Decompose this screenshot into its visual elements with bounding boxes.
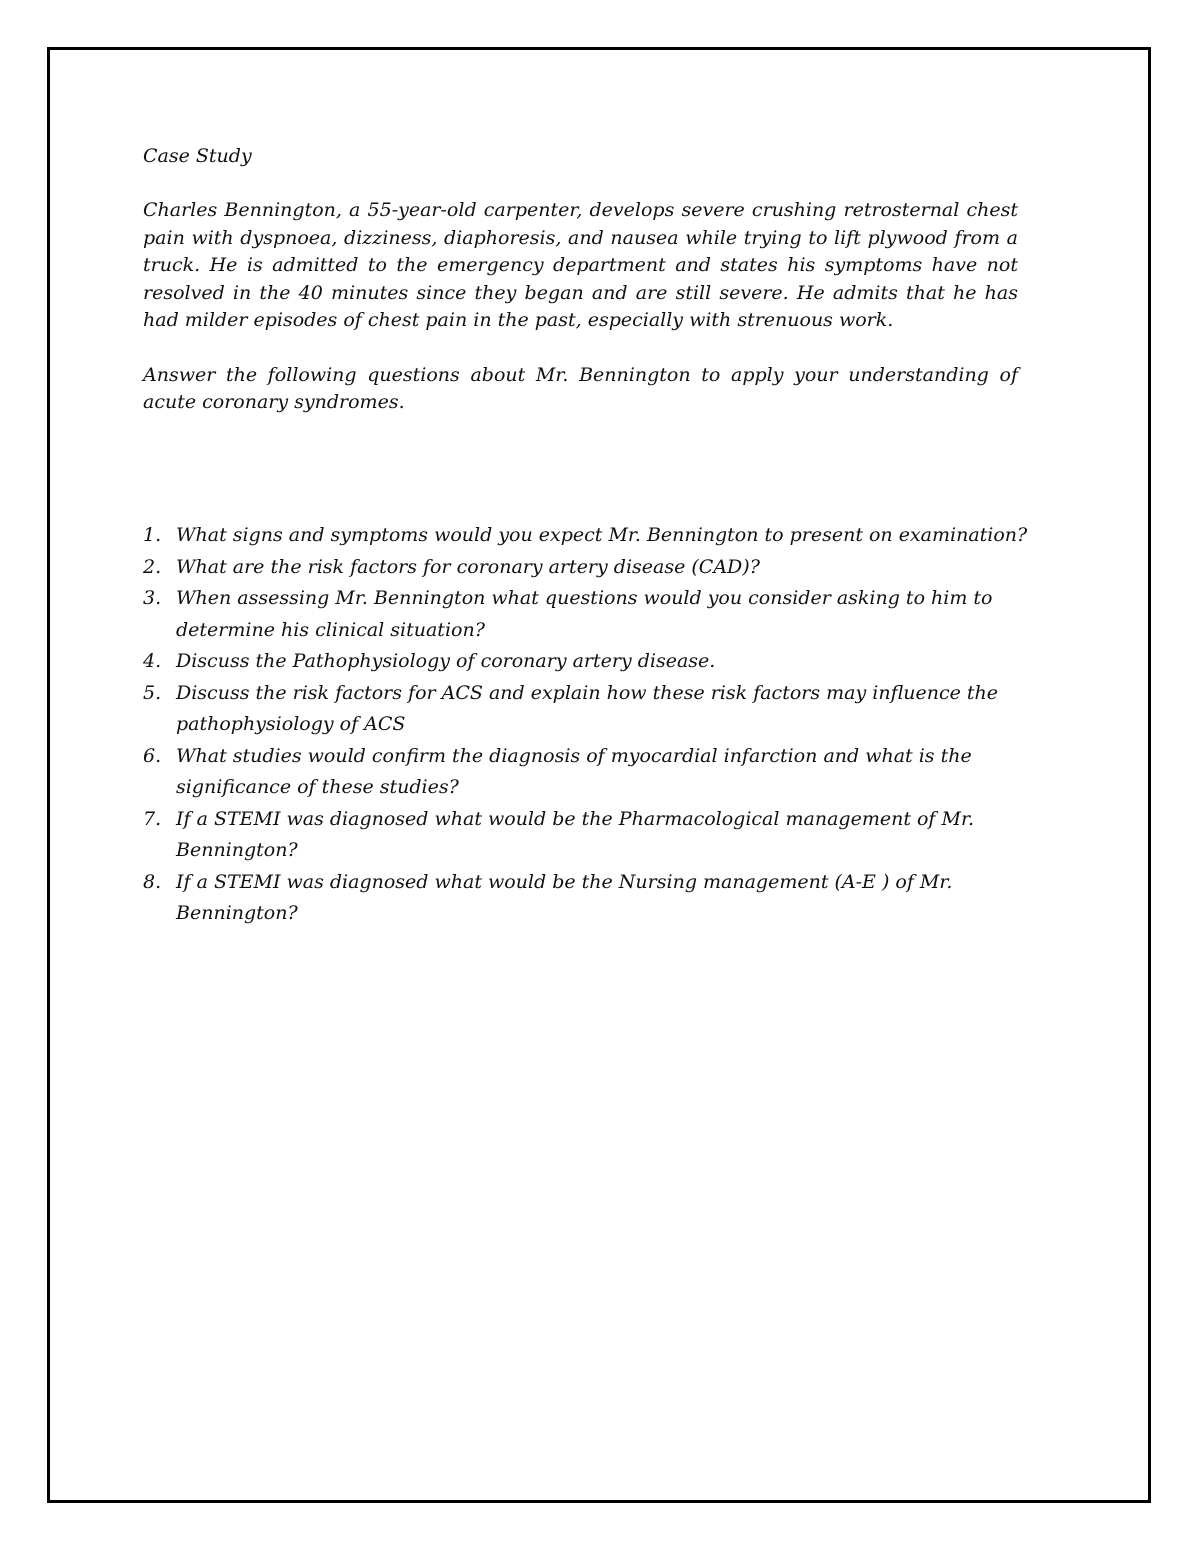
question-item [143,867,1043,930]
question-text: What signs and symptoms would you expect Mr. Bennington to present on examination? [176,524,1028,546]
question-item [143,741,1043,804]
question-text: Discuss the risk factors for ACS and explain how these risk factors may influence the pathophysiology of ACS [176,681,999,735]
document-title: Case Study [143,145,252,167]
question-item [143,552,1043,584]
question-text: If a STEMI was diagnosed what would be the Pharmacological management of Mr. Bennington? [176,807,974,861]
question-item [143,804,1043,867]
question-text: Discuss the Pathophysiology of coronary artery disease. [176,650,716,672]
question-number: 1. [143,524,162,546]
question-list [143,520,1043,930]
question-item [143,520,1043,552]
question-text: What studies would confirm the diagnosis of myocardial infarction and what is the significance of these studies? [176,744,972,798]
question-item [143,678,1043,741]
document-body [143,142,1028,924]
instructions: Answer the following questions about Mr. Bennington to apply your understanding of acute coronary syndromes. [143,363,1018,413]
question-text: If a STEMI was diagnosed what would be the Nursing management (A-E ) of Mr. Bennington? [176,870,953,924]
question-number: 5. [143,681,162,704]
question-number: 2. [143,555,162,578]
question-item [143,646,1043,678]
question-text: What are the risk factors for coronary artery disease (CAD)? [176,555,760,578]
question-number: 7. [143,807,162,830]
question-text: When assessing Mr. Bennington what questions would you consider asking to him to determine his clinical situation? [176,587,993,641]
case-description: Charles Bennington, a 55-year-old carpenter, develops severe crushing retrosternal chest pain with dyspnoea, dizziness, diaphoresis, and nausea while trying to lift plywood from a truck. He is admitted to the emergency department and states his symptoms have not resolved in the 40 minutes since they began and are still severe. He admits that he has had milder episodes of chest pain in the past, especially with strenuous work. [143,199,1018,331]
question-number: 4. [143,650,162,672]
question-number: 8. [143,870,162,893]
question-number: 6. [143,744,162,767]
question-item [143,583,1043,646]
question-number: 3. [143,587,162,609]
